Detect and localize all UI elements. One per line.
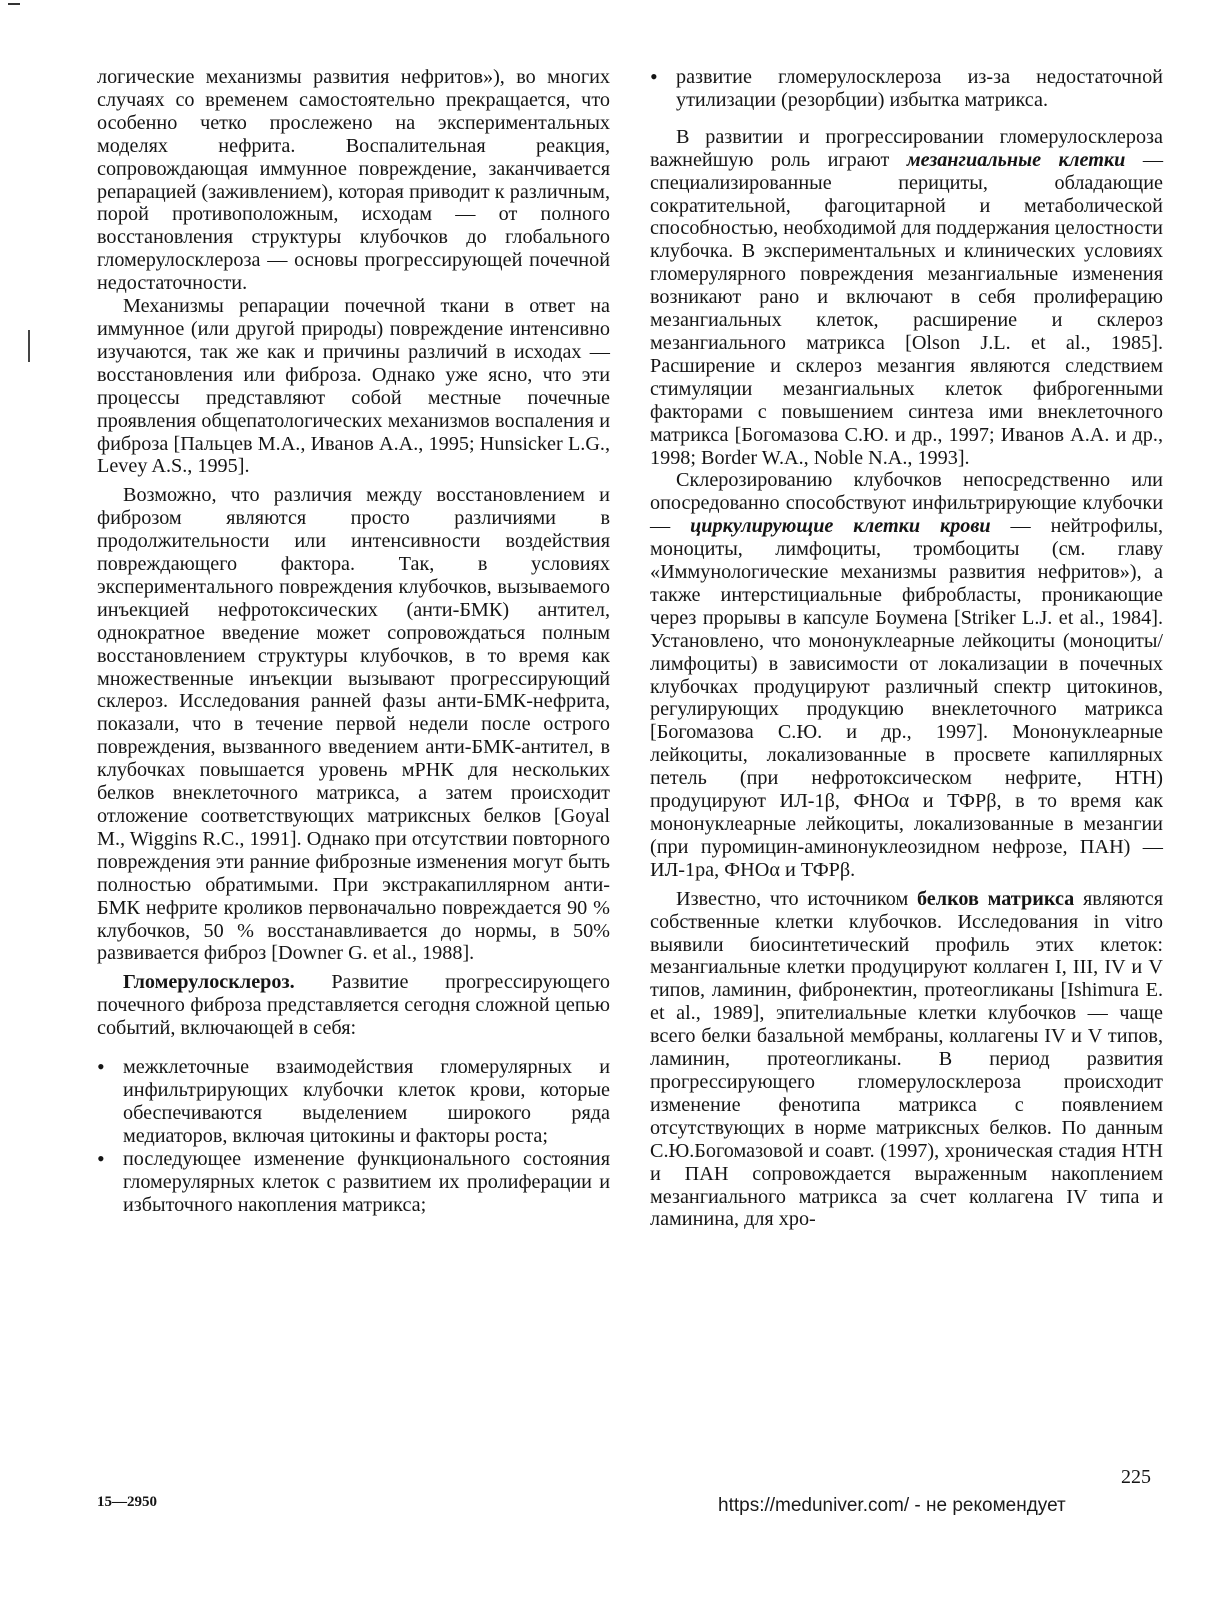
- paragraph: Механизмы репарации почечной ткани в ответ на иммунное (или другой природы) повреждение интенсивно изучаются, так же как и причины различий в исходах — восстановления или фиброза. Однако уже ясно, что эти процессы представляют собой местные почечные проявления общепатологических механизмов воспаления и фиброза [Пальцев М.А., Иванов А.А., 1995; Hunsicker L.G., Levey A.S., 1995].: [97, 295, 610, 478]
- bullet-list: [650, 66, 1163, 112]
- paragraph: логические механизмы развития нефритов»), во многих случаях со временем самостоятельно прекращается, что особенно четко прослежено на экспериментальных моделях нефрита. Воспалительная реакция, сопровождающая иммунное повреждение, заканчивается репарацией (заживлением), которая приводит к различным, порой противоположным, исходам — от полного восстановления структуры клубочков до глобального гломерулосклероза — основы прогрессирующей почечной недостаточности.: [97, 66, 610, 295]
- paragraph-circulating-cells: Склерозированию клубочков непосредственно или опосредованно способствуют инфильтрирующие клубочки — циркулирующие клетки крови — нейтрофилы, моноциты, лимфоциты, тромбоциты (см. главу «Иммунологические механизмы развития нефритов»), а также интерстициальные фибробласты, проникающие через прорывы в капсуле Боумена [Striker L.J. et al., 1984]. Установлено, что мононуклеарные лейкоциты (моноциты/лимфоциты) в зависимости от локализации в почечных клубочках продуцируют различный спектр цитокинов, регулирующих продукцию внеклеточного матрикса [Богомазова С.Ю. и др., 1997]. Мононуклеарные лейкоциты, локализованные в просвете капиллярных петель (при нефротоксическом нефрите, НТН) продуцируют ИЛ-1β, ФНОα и ТФРβ, в то время как мононуклеарные лейкоциты, локализованные в мезангии (при пуромицин-аминонуклеозидном нефрозе, ПАН) — ИЛ-1ра, ФНОα и ТФРβ.: [650, 469, 1163, 881]
- margin-mark: [28, 330, 30, 362]
- right-column: [650, 66, 1163, 1231]
- emphasized-term: мезангиальные клетки: [906, 148, 1126, 171]
- paragraph-matrix-proteins: Известно, что источником белков матрикса являются собственные клетки клубочков. Исследования in vitro выявили биосинтетический профиль этих клеток: мезангиальные клетки продуцируют коллаген I, III, IV и V типов, ламинин, фибронектин, протеогликаны [Ishimura E. et al., 1989], эпителиальные клетки клубочков — чаще всего белки базальной мембраны, коллагены IV и V типов, ламинин, протеогликаны. В период развития прогрессирующего гломерулосклероза происходит изменение фенотипа матрикса с появлением отсутствующих в норме матриксных белков. По данным С.Ю.Богомазовой и соавт. (1997), хроническая стадия НТН и ПАН сопровождается выраженным накоплением мезангиального матрикса за счет коллагена IV типа и ламинина, для хро-: [650, 887, 1163, 1231]
- bold-term: белков матрикса: [916, 887, 1075, 910]
- list-item: • развитие гломерулосклероза из-за недостаточной утилизации (резорбции) избытка матрикса.: [650, 66, 1163, 112]
- paragraph-mesangial-cells: В развитии и прогрессировании гломерулосклероза важнейшую роль играют мезангиальные клетки — специализированные перициты, обладающие сократительной, фагоцитарной и метаболической способностью, необходимой для поддержания целостности клубочка. В экспериментальных и клинических условиях гломерулярного повреждения мезангиальные изменения возникают рано и включают в себя пролиферацию мезангиальных клеток, расширение и склероз мезангиального матрикса [Olson J.L. et al., 1985]. Расширение и склероз мезангия являются следствием стимуляции мезангиальных клеток фиброгенными факторами с повышением синтеза ими внеклеточного матрикса [Богомазова С.Ю. и др., 1997; Иванов А.А. и др., 1998; Border W.A., Noble N.A., 1993].: [650, 125, 1164, 469]
- list-item: • последующее изменение функционального состояния гломерулярных клеток с развитием их пролиферации и избыточного накопления матрикса;: [97, 1148, 610, 1217]
- emphasized-term: циркулирующие клетки крови: [690, 515, 991, 538]
- scan-corner-mark: [8, 3, 20, 9]
- left-column: [97, 66, 610, 1216]
- list-item: • межклеточные взаимодействия гломерулярных и инфильтрирующих клубочки клеток крови, которые обеспечиваются выделением широкого ряда медиаторов, включая цитокины и факторы роста;: [97, 1056, 610, 1148]
- source-watermark: https://meduniver.com/ - не рекомендует: [718, 1495, 1066, 1516]
- bullet-list: [97, 1056, 610, 1216]
- page-number: 225: [1121, 1466, 1151, 1488]
- printer-signature: 15—2950: [97, 1494, 157, 1510]
- paragraph-glomerulosclerosis: [97, 971, 610, 1040]
- paragraph: Возможно, что различия между восстановлением и фиброзом являются просто различиями в продолжительности или интенсивности воздействия повреждающего фактора. Так, в условиях экспериментального повреждения клубочков, вызываемого инъекцией нефротоксических (анти-БМК) антител, однократное введение может сопровождаться полным восстановлением структуры клубочков, в то время как множественные инъекции вызывают прогрессирующий склероз. Исследования ранней фазы анти-БМК-нефрита, показали, что в течение первой недели после острого повреждения, вызванного введением анти-БМК-антител, в клубочках повышается уровень мРНК для нескольких белков внеклеточного матрикса, а затем происходит отложение соответствующих матриксных белков [Goyal M., Wiggins R.C., 1991]. Однако при отсутствии повторного повреждения эти ранние фиброзные изменения могут быть полностью обратимыми. При экстракапиллярном анти-БМК нефрите кроликов первоначально повреждается 90 % клубочков, 50 % восстанавливается до нормы, в 50% развивается фиброз [Downer G. et al., 1988].: [97, 484, 610, 965]
- run-in-heading: Гломерулосклероз.: [123, 971, 295, 994]
- paragraph-text: Развитие прогрессирующего почечного фиброза представляется сегодня сложной цепью событий, включающей в себя:: [97, 971, 610, 1040]
